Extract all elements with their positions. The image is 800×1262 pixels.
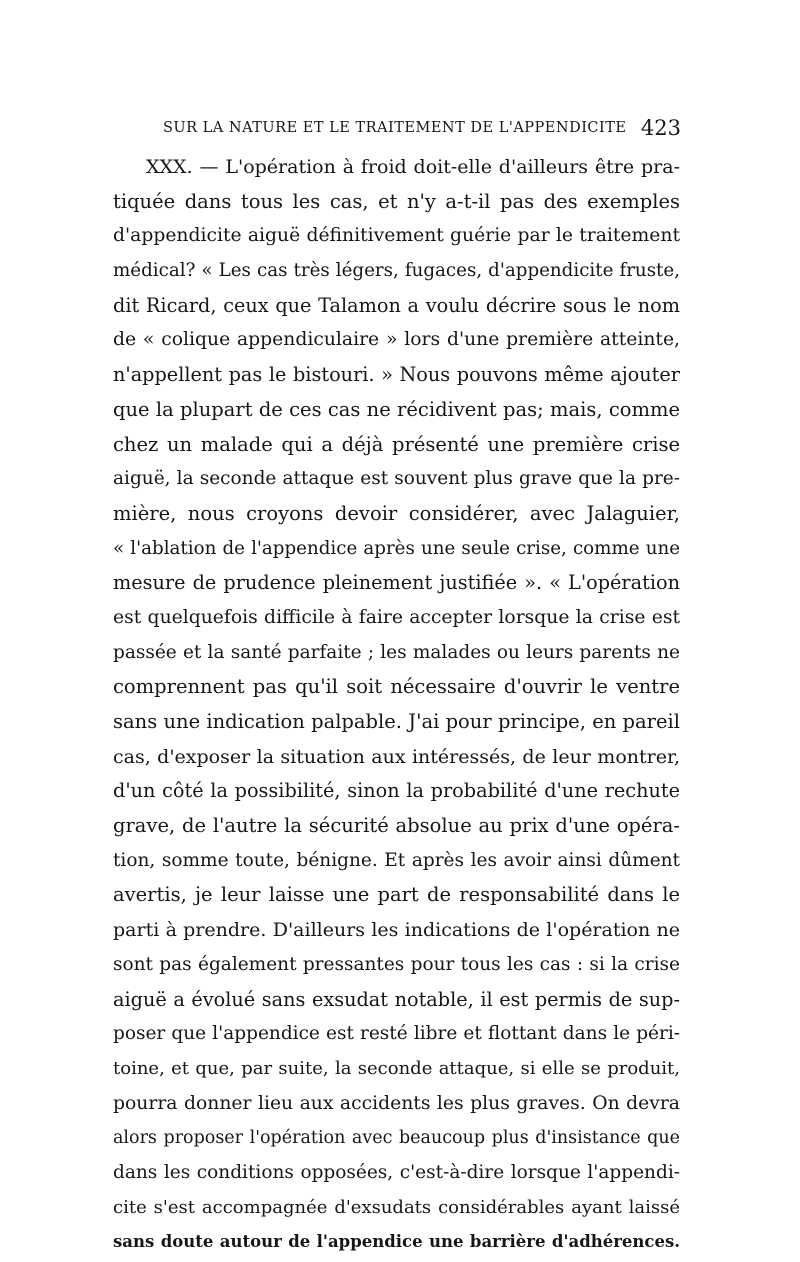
text-line: avertis, je leur laisse une part de responsabilité dans le — [113, 883, 680, 907]
text-line: passée et la santé parfaite ; les malades ou leurs parents ne — [113, 641, 680, 663]
text-line: mière, nous croyons devoir considérer, avec Jalaguier, — [113, 501, 680, 525]
text-line: tion, somme toute, bénigne. Et après les avoir ainsi dûment — [113, 849, 680, 871]
text-line: sans une indication palpable. J'ai pour principe, en pareil — [113, 710, 680, 733]
text-line: n'appellent pas le bistouri. » Nous pouvons même ajouter — [113, 363, 680, 387]
text-line: aiguë a évolué sans exsudat notable, il est permis de sup- — [113, 987, 680, 1011]
text-line: alors proposer l'opération avec beaucoup plus d'insistance que — [113, 1128, 680, 1149]
text-line: dans les conditions opposées, c'est-à-dire lorsque l'appendi- — [113, 1161, 680, 1183]
text-line: aiguë, la seconde attaque est souvent plus grave que la pre- — [113, 468, 680, 490]
text-line: de « colique appendiculaire » lors d'une première atteinte, — [113, 329, 680, 351]
running-title: SUR LA NATURE ET LE TRAITEMENT DE L'APPENDICITE — [163, 120, 627, 136]
text-line: cite s'est accompagnée d'exsudats considérables ayant laissé — [113, 1196, 680, 1218]
text-line: comprennent pas qu'il soit nécessaire d'ouvrir le ventre — [113, 675, 680, 699]
text-line: parti à prendre. D'ailleurs les indications de l'opération ne — [113, 919, 680, 942]
text-line: d'appendicite aiguë définitivement guérie par le traitement — [113, 225, 680, 247]
text-line: pourra donner lieu aux accidents les plus graves. On devra — [113, 1092, 680, 1114]
text-line: médical? « Les cas très légers, fugaces, d'appendicite fruste, — [113, 260, 680, 282]
text-line: d'un côté la possibilité, sinon la probabilité d'une rechute — [113, 779, 680, 803]
text-line: est quelquefois difficile à faire accepter lorsque la crise est — [113, 606, 680, 628]
text-line: que la plupart de ces cas ne récidivent pas; mais, comme — [113, 397, 680, 421]
text-line: dit Ricard, ceux que Talamon a voulu décrire sous le nom — [113, 293, 680, 317]
text-line: chez un malade qui a déjà présenté une première crise — [113, 432, 680, 456]
text-line: cas, d'exposer la situation aux intéressés, de leur montrer, — [113, 745, 680, 768]
text-line: XXX. — L'opération à froid doit-elle d'ailleurs être pra- — [146, 156, 680, 178]
text-line: mesure de prudence pleinement justifiée ». « L'opération — [113, 571, 680, 595]
body-text — [113, 150, 680, 1260]
text-line: sont pas également pressantes pour tous les cas : si la crise — [113, 953, 680, 975]
text-line: « l'ablation de l'appendice après une seule crise, comme une — [113, 537, 680, 559]
page-number: 423 — [640, 116, 681, 140]
text-line: tiquée dans tous les cas, et n'y a-t-il pas des exemples — [113, 189, 680, 213]
text-line: sans doute autour de l'appendice une barrière d'adhérences. — [113, 1232, 680, 1252]
text-line: poser que l'appendice est resté libre et flottant dans le péri- — [113, 1023, 680, 1045]
text-line: toine, et que, par suite, la seconde attaque, si elle se produit, — [113, 1057, 680, 1079]
running-head — [163, 116, 681, 144]
text-line: grave, de l'autre la sécurité absolue au prix d'une opéra- — [113, 814, 680, 838]
